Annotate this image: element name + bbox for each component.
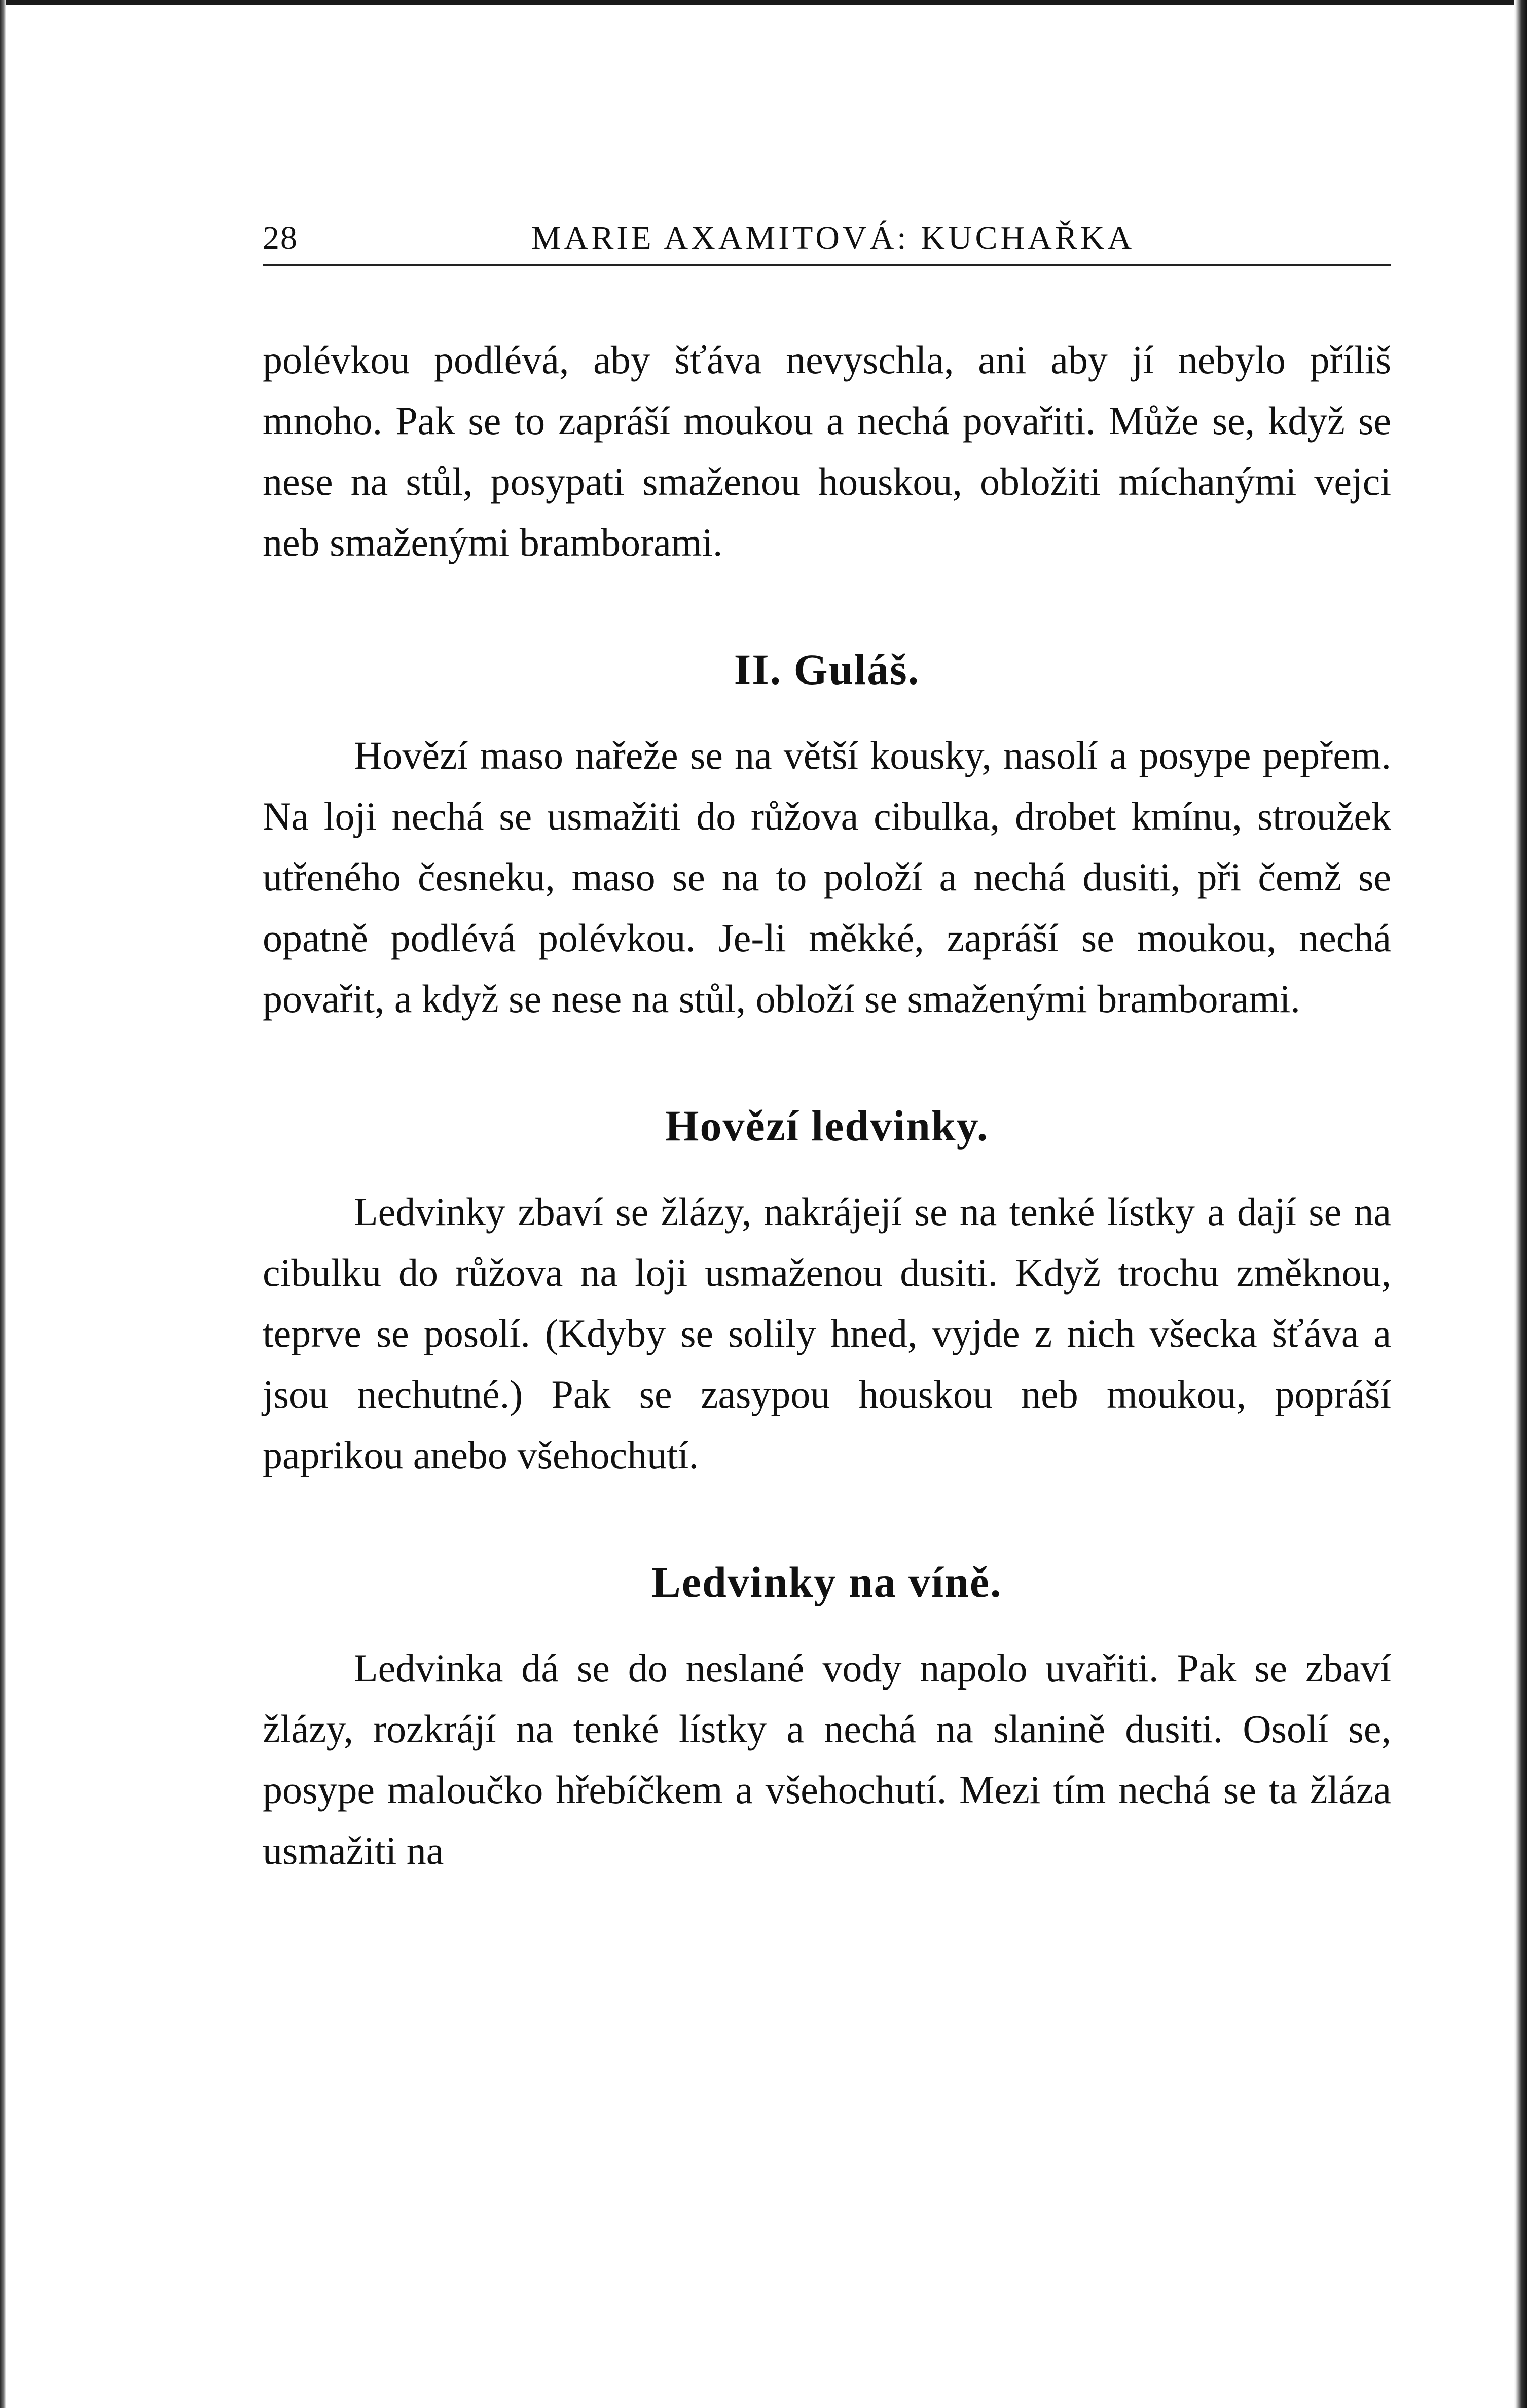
spacer bbox=[263, 700, 1391, 725]
scan-border-right bbox=[1514, 0, 1527, 2408]
scan-border-left bbox=[0, 0, 6, 2408]
page-number: 28 bbox=[263, 220, 298, 257]
spacer bbox=[263, 1612, 1391, 1638]
section-heading-gulas: II. Guláš. bbox=[734, 645, 920, 694]
running-title: MARIE AXAMITOVÁ: KUCHAŘKA bbox=[531, 220, 1135, 257]
section-heading-ledvinky-na-vine: Ledvinky na víně. bbox=[651, 1558, 1002, 1606]
page-body bbox=[263, 330, 1391, 1881]
scan-border-top bbox=[0, 0, 1527, 5]
spacer bbox=[263, 573, 1391, 639]
paragraph-continuation: polévkou podlévá, aby šťáva nevyschla, ani aby jí nebylo příliš mnoho. Pak se to zapráší moukou a nechá povařiti. Může se, když se nese na stůl, posypati smaženou houskou, obložiti míchanými vejci neb smaženými bramborami. bbox=[263, 338, 1391, 564]
spacer bbox=[263, 1156, 1391, 1181]
spacer bbox=[263, 1029, 1391, 1095]
paragraph-gulas: Hovězí maso nařeže se na větší kousky, nasolí a posype pepřem. Na loji nechá se usmažiti do růžova cibulka, drobet kmínu, stroužek utřeného česneku, maso se na to položí a nechá dusiti, při čemž se opatně podlévá polévkou. Je-li měkké, zapráší se moukou, nechá povařit, a když se nese na stůl, obloží se smaženými bramborami. bbox=[263, 733, 1391, 1021]
section-heading-hovezi-ledvinky: Hovězí ledvinky. bbox=[665, 1101, 989, 1150]
paragraph-ledvinky-na-vine: Ledvinka dá se do neslané vody napolo uvařiti. Pak se zbaví žlázy, rozkrájí na tenké lístky a nechá na slanině dusiti. Osolí se, posype maloučko hřebíčkem a všehochutí. Mezi tím nechá se ta žláza usmažiti na bbox=[263, 1646, 1391, 1873]
page-header bbox=[263, 213, 1391, 266]
spacer bbox=[263, 1486, 1391, 1552]
paragraph-hovezi-ledvinky: Ledvinky zbaví se žlázy, nakrájejí se na tenké lístky a dají se na cibulku do růžova na loji usmaženou dusiti. Když trochu změknou, teprve se posolí. (Kdyby se solily hned, vyjde z nich všecka šťáva a jsou nechutné.) Pak se zasypou houskou neb moukou, popráší paprikou anebo všehochutí. bbox=[263, 1190, 1391, 1477]
